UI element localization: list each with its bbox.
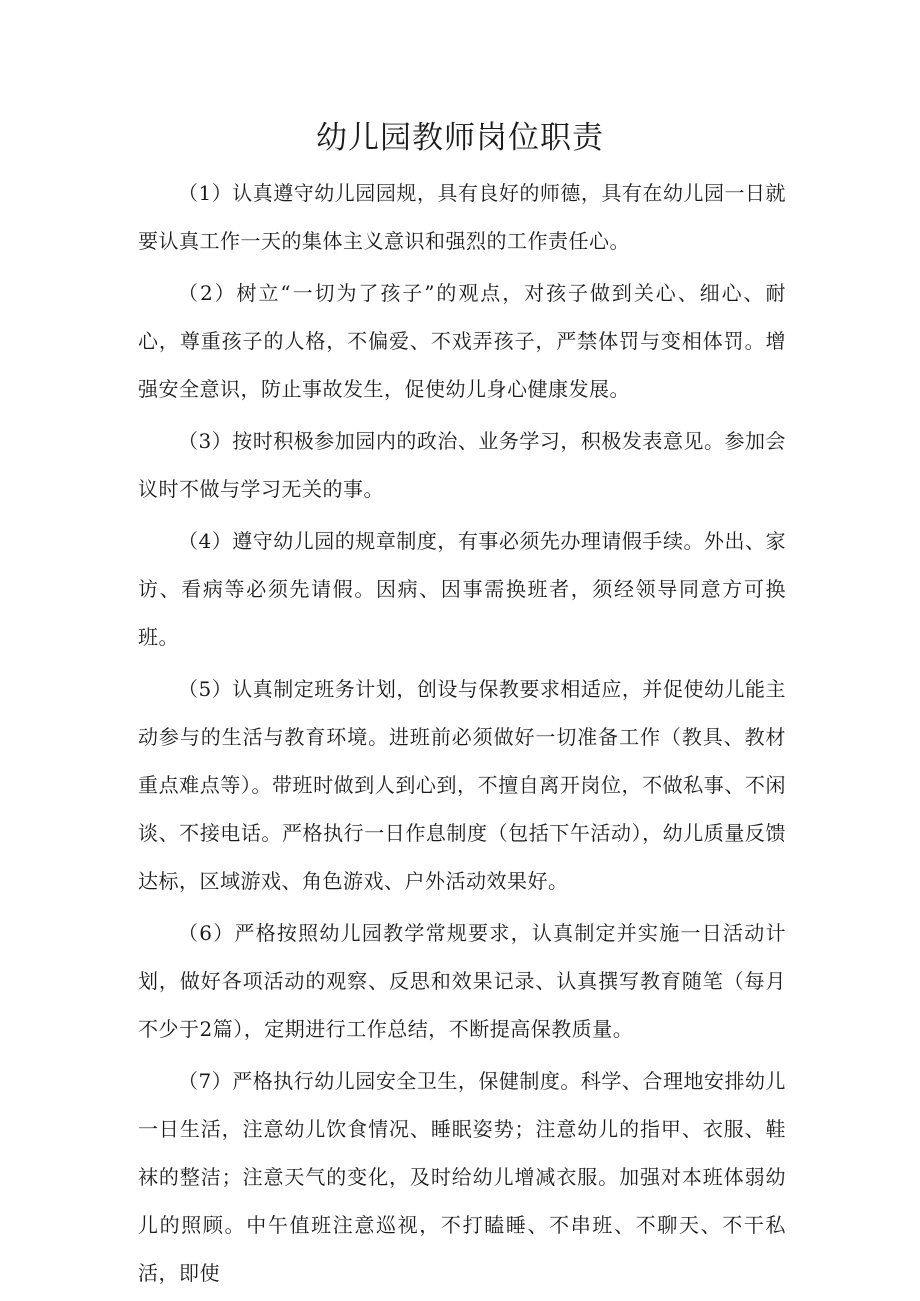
- paragraph-5: （5）认真制定班务计划，创设与保教要求相适应，并促使幼儿能主动参与的生活与教育环境。进班前必须做好一切准备工作（教具、教材重点难点等）。带班时做到人到心到，不擅自离开岗位，不做私事、不闲谈、不接电话。严格执行一日作息制度（包括下午活动），幼儿质量反馈达标，区域游戏、角色游戏、户外活动效果好。: [138, 677, 786, 893]
- paragraph-1: （1）认真遵守幼儿园园规，具有良好的师德，具有在幼儿园一日就要认真工作一天的集体主义意识和强烈的工作责任心。: [138, 181, 786, 253]
- paragraph-3: （3）按时积极参加园内的政治、业务学习，积极发表意见。参加会议时不做与学习无关的事。: [138, 429, 786, 501]
- paragraph-2: （2）树立“一切为了孩子”的观点，对孩子做到关心、细心、耐心，尊重孩子的人格，不偏爱、不戏弄孩子，严禁体罚与变相体罚。增强安全意识，防止事故发生，促使幼儿身心健康发展。: [138, 281, 786, 401]
- paragraph-4: （4）遵守幼儿园的规章制度，有事必须先办理请假手续。外出、家访、看病等必须先请假。因病、因事需换班者，须经领导同意方可换班。: [138, 529, 786, 649]
- paragraph-7: （7）严格执行幼儿园安全卫生，保健制度。科学、合理地安排幼儿一日生活，注意幼儿饮食情况、睡眠姿势；注意幼儿的指甲、衣服、鞋袜的整洁；注意天气的变化，及时给幼儿增减衣服。加强对本班体弱幼儿的照顾。中午值班注意巡视，不打瞌睡、不串班、不聊天、不干私活，即使: [138, 1069, 786, 1285]
- paragraph-6: （6）严格按照幼儿园教学常规要求，认真制定并实施一日活动计划，做好各项活动的观察、反思和效果记录、认真撰写教育随笔（每月不少于2篇），定期进行工作总结，不断提高保教质量。: [138, 921, 786, 1041]
- document-title: 幼儿园教师岗位职责: [316, 120, 604, 156]
- document-body: [138, 169, 786, 1301]
